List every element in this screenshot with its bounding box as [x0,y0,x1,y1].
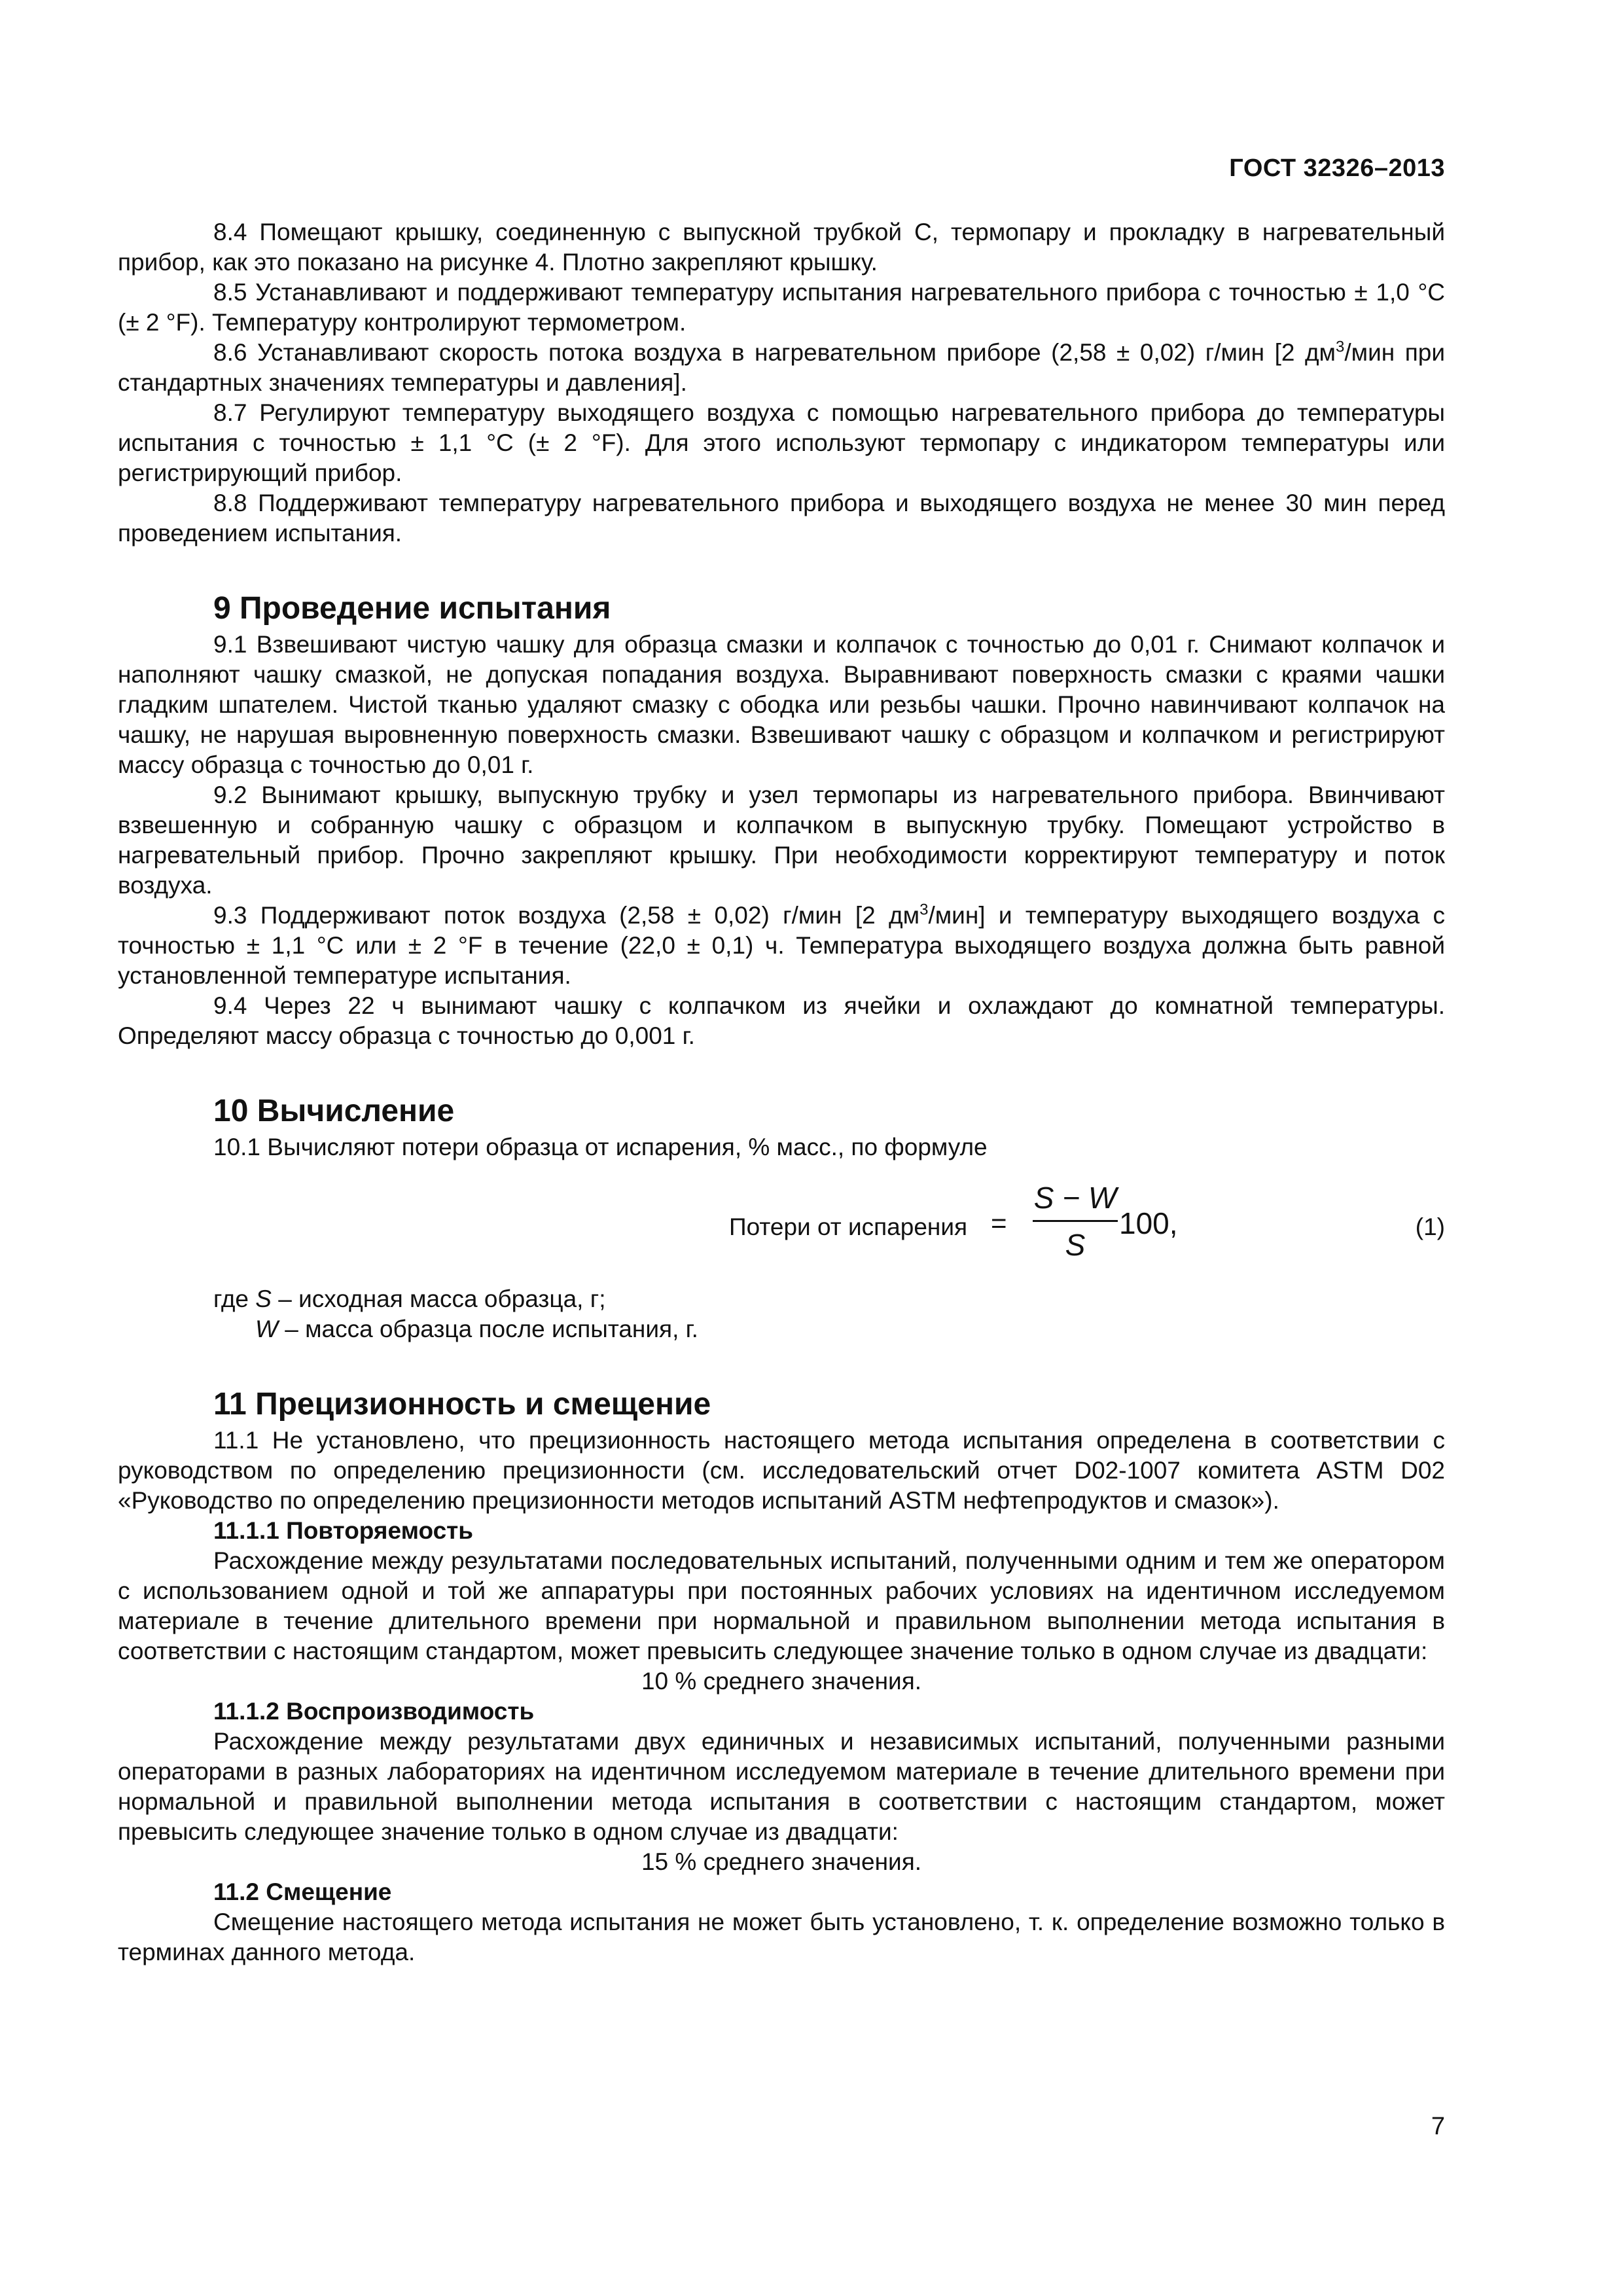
formula-equals: = [991,1208,1007,1238]
subsection-11-1-2-title: 11.1.2 Воспроизводимость [213,1698,535,1725]
where-prefix: где [213,1285,256,1312]
paragraph-9-3-text-a: 9.3 Поддерживают поток воздуха (2,58 ± 0,02) г/мин [2 дм [213,902,920,929]
formula-label: Потери от испарения [729,1213,968,1240]
paragraph-11-2: Смещение настоящего метода испытания не может быть установлено, т. к. определение возможно только в терминах данного метода. [118,1909,1445,1965]
repeatability-value: 10 % среднего значения. [641,1668,922,1695]
paragraph-9-3-text-b: /мин] и температуру выходящего воздуха с точностью ± 1,1 °С или ± 2 °F в течение (22,0 ± 0,1) ч. Температура выходящего воздуха должна быть равной установленной температуре испытания. [118,902,1446,989]
page-number: 7 [1431,2113,1445,2140]
paragraph-9-4: 9.4 Через 22 ч вынимают чашку с колпачком из ячейки и охлаждают до комнатной температуры. Определяют массу образца с точностью до 0,001 г. [118,992,1445,1049]
superscript-3: 3 [919,901,929,919]
paragraph-8-6 [118,338,1445,398]
paragraph-8-8: 8.8 Поддерживают температуру нагревательного прибора и выходящего воздуха не менее 30 мин перед проведением испытания. [118,490,1445,547]
paragraph-8-6-text-a: 8.6 Устанавливают скорость потока воздуха в нагревательном приборе (2,58 ± 0,02) г/мин [2 дм [213,339,1336,366]
where-w-text: – масса образца после испытания, г. [277,1316,698,1342]
where-s [213,1284,1445,1314]
paragraph-11-1: 11.1 Не установлено, что прецизионность настоящего метода испытания определена в соответствии с руководством по определению прецизионности (см. исследовательский отчет D02-1007 комитета ASTM D02 «Руководство по определению прецизионности методов испытаний ASTM нефтепродуктов и смазок»). [118,1427,1445,1514]
paragraph-8-7: 8.7 Регулируют температуру выходящего воздуха с помощью нагревательного прибора до температуры испытания с точностью ± 1,1 °С (± 2 °F). Для этого используют термопару с индикатором температуры или регистрирующий прибор. [118,399,1445,486]
subsection-11-1-1-title: 11.1.1 Повторяемость [213,1517,474,1544]
variable-s: S [255,1285,272,1312]
paragraph-8-5: 8.5 Устанавливают и поддерживают температуру испытания нагревательного прибора с точностью ± 1,0 °С (± 2 °F). Температуру контролируют термометром. [118,279,1445,336]
section-9-title: 9 Проведение испытания [213,591,611,626]
fraction-bar [1033,1220,1118,1222]
paragraph-9-2: 9.2 Вынимают крышку, выпускную трубку и узел термопары из нагревательного прибора. Ввинчивают взвешенную и собранную чашку с образцом и колпачком в выпускную трубку. Помещают устройство в нагревательный прибор. Прочно закрепляют крышку. При необходимости корректируют температуру и поток воздуха. [118,781,1445,899]
superscript-3: 3 [1336,338,1345,356]
reproducibility-value: 15 % среднего значения. [641,1848,922,1875]
where-w [255,1314,1445,1344]
paragraph-9-1: 9.1 Взвешивают чистую чашку для образца смазки и колпачок с точностью до 0,01 г. Снимают колпачок и наполняют чашку смазкой, не допуская попадания воздуха. Выравнивают поверхность смазки с краями чашки гладким шпателем. Чистой тканью удаляют смазку с ободка или резьбы чашки. Прочно навинчивают колпачок на чашку, не нарушая выровненную поверхность смазки. Взвешивают чашку с образцом и колпачком и регистрируют массу образца с точностью до 0,01 г. [118,631,1445,778]
formula-denominator: S [1065,1228,1086,1262]
paragraph-10-1: 10.1 Вычисляют потери образца от испарения, % масс., по формуле [213,1134,988,1160]
variable-w: W [255,1316,278,1342]
section-10-title: 10 Вычисление [213,1094,455,1128]
formula-number: (1) [1415,1213,1445,1240]
paragraph-11-1-1: Расхождение между результатами последовательных испытаний, полученными одним и тем же оператором с использованием одной и той же аппаратуры при постоянных рабочих условиях на идентичном исследуемом материале в течение длительного времени при нормальной и правильном выполнении метода испытания в соответствии с настоящим стандартом, может превысить следующее значение только в одном случае из двадцати: [118,1547,1445,1664]
document-header: ГОСТ 32326–2013 [1229,154,1445,182]
where-s-text: – исходная масса образца, г; [271,1285,606,1312]
formula-1 [118,1179,1445,1278]
paragraph-8-4: 8.4 Помещают крышку, соединенную с выпускной трубкой С, термопару и прокладку в нагревательный прибор, как это показано на рисунке 4. Плотно закрепляют крышку. [118,219,1445,276]
section-11-title: 11 Прецизионность и смещение [213,1387,711,1422]
paragraph-11-1-2: Расхождение между результатами двух единичных и независимых испытаний, полученными разными операторами в разных лабораториях на идентичном исследуемом материале в течение длительного времени при нормальной и правильной выполнении метода испытания в соответствии с настоящим стандартом, может превысить следующее значение только в одном случае из двадцати: [118,1728,1445,1845]
formula-constant: 100, [1119,1206,1178,1240]
formula-numerator: S − W [1033,1181,1117,1215]
document-body [118,217,1445,1967]
paragraph-8-6-text-b: /мин при стандартных значениях температуры и давления]. [118,339,1445,396]
subsection-11-2-title: 11.2 Смещение [213,1878,392,1905]
paragraph-9-3 [118,901,1445,991]
